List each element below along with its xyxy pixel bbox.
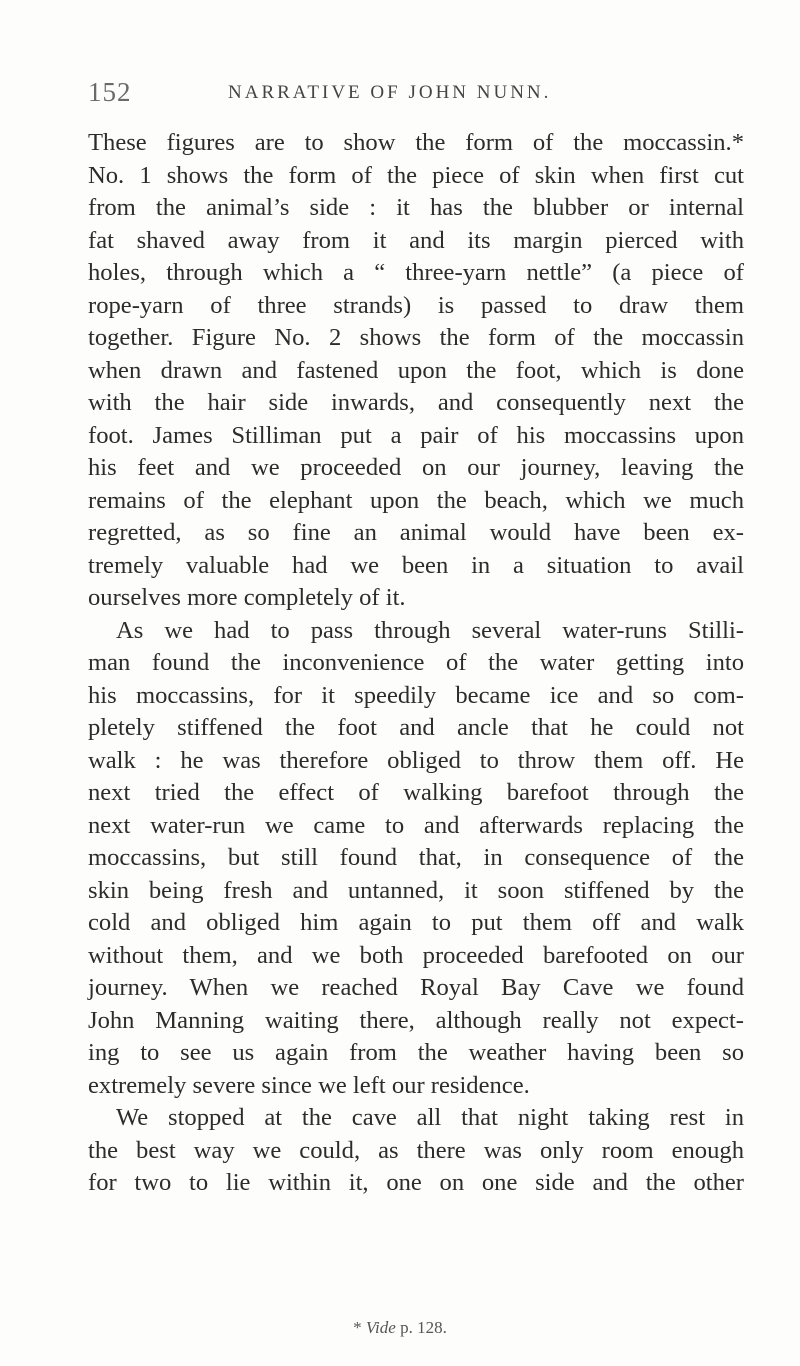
text-line: without them, and we both proceeded barefooted on our xyxy=(88,941,744,969)
text-line: No. 1 shows the form of the piece of skin when first cut xyxy=(88,161,744,189)
text-line: when drawn and fastened upon the foot, which is done xyxy=(88,356,744,384)
text-line: foot. James Stilliman put a pair of his moccassins upon xyxy=(88,421,744,449)
text-line: cold and obliged him again to put them off and walk xyxy=(88,909,744,936)
text-line: We stopped at the cave all that night taking rest in xyxy=(116,1104,744,1131)
text-line: fat shaved away from it and its margin pierced with xyxy=(88,226,744,254)
footnote-vide: Vide xyxy=(365,1318,396,1337)
text-line: his feet and we proceeded on our journey, leaving the xyxy=(88,454,744,481)
text-line: for two to lie within it, one on one side and the other xyxy=(88,1169,744,1196)
text-line: ourselves more completely of it. xyxy=(88,584,406,611)
text-line: walk : he was therefore obliged to throw them off. He xyxy=(88,746,744,774)
text-line: next water-run we came to and afterwards replacing the xyxy=(88,811,744,839)
text-line: rope-yarn of three strands) is passed to draw them xyxy=(88,291,744,319)
text-line: with the hair side inwards, and consequently next the xyxy=(88,389,744,416)
text-line: skin being fresh and untanned, it soon stiffened by the xyxy=(88,876,744,904)
text-line: together. Figure No. 2 shows the form of the moccassin xyxy=(88,324,744,351)
text-line: ing to see us again from the weather having been so xyxy=(88,1039,744,1066)
text-line: his moccassins, for it speedily became ice and so com- xyxy=(88,681,744,709)
text-line: from the animal’s side : it has the blubber or internal xyxy=(88,194,744,221)
text-line: the best way we could, as there was only room enough xyxy=(88,1136,744,1164)
text-line: As we had to pass through several water-runs Stilli- xyxy=(116,616,744,644)
body-text xyxy=(88,127,744,1200)
text-line: next tried the effect of walking barefoot through the xyxy=(88,779,744,806)
text-line: pletely stiffened the foot and ancle that he could not xyxy=(88,714,744,741)
text-line: regretted, as so fine an animal would have been ex- xyxy=(88,519,744,546)
text-line: holes, through which a “ three-yarn nettle” (a piece of xyxy=(88,259,744,286)
footnote xyxy=(0,1318,800,1338)
text-line: tremely valuable had we been in a situation to avail xyxy=(88,551,744,579)
text-line: These figures are to show the form of the moccassin.* xyxy=(88,129,744,156)
text-line: remains of the elephant upon the beach, which we much xyxy=(88,486,744,514)
text-line: extremely severe since we left our residence. xyxy=(88,1071,530,1099)
running-title: NARRATIVE OF JOHN NUNN. xyxy=(228,82,552,103)
footnote-marker: * xyxy=(353,1318,362,1337)
text-line: John Manning waiting there, although really not expect- xyxy=(88,1006,744,1034)
text-line: moccassins, but still found that, in consequence of the xyxy=(88,844,744,871)
text-line: man found the inconvenience of the water getting into xyxy=(88,649,744,676)
footnote-reference: p. 128. xyxy=(400,1318,447,1337)
text-line: journey. When we reached Royal Bay Cave we found xyxy=(88,974,744,1001)
page-number: 152 xyxy=(88,77,132,107)
page-header xyxy=(88,77,744,117)
